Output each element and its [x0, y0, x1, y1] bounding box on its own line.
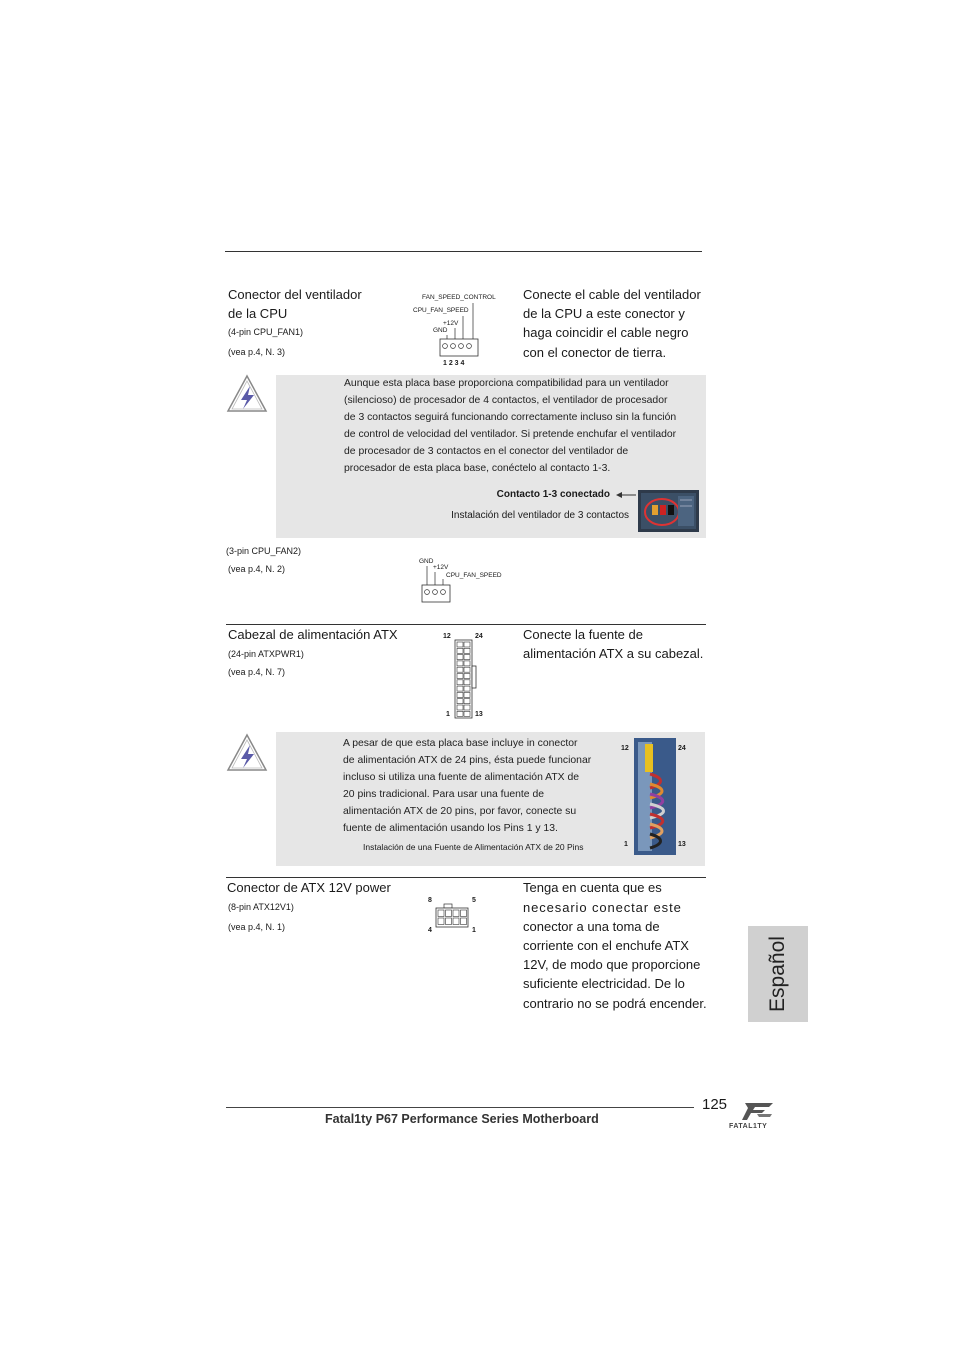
cpu-fan1-title-line2: de la CPU: [228, 306, 288, 321]
pin-13-label: 13: [475, 711, 483, 718]
note1-line: de procesador de 3 contactos en el conector del ventilador de: [344, 446, 629, 457]
note-fan-compatibility: [276, 375, 706, 538]
fan-install-photo: [638, 490, 699, 532]
pin-1-label: 1: [446, 711, 450, 718]
photo-pin-12-label: 12: [621, 745, 629, 752]
note2-text: [343, 735, 623, 837]
note1-text: [344, 375, 706, 477]
cpu-fan2-diagram: [415, 556, 515, 606]
atx20-install-caption: Instalación de una Fuente de Alimentación ATX de 20 Pins: [363, 842, 584, 852]
footer-rule: [226, 1107, 694, 1108]
note1-line: (silencioso) de procesador de 4 contactos, el ventilador de procesador: [344, 395, 668, 406]
cpu-fan1-desc-1: Conecte el cable del ventilador: [523, 287, 701, 302]
pin-8-label: 8: [428, 897, 432, 904]
note2-line: fuente de alimentación usando los Pins 1 y 13.: [343, 823, 558, 834]
pin-1-label: 1: [472, 927, 476, 934]
cpu-fan1-title-line1: Conector del ventilador: [228, 287, 362, 302]
atx-power-pin-label: (24-pin ATXPWR1): [228, 649, 304, 659]
fatal1ty-logo: [729, 1100, 781, 1136]
language-tab-label: Español: [766, 936, 789, 1012]
fan-install-caption: Instalación del ventilador de 3 contactos: [451, 510, 629, 521]
footer-product-name: Fatal1ty P67 Performance Series Motherboard: [325, 1112, 599, 1126]
language-side-tab: [748, 926, 808, 1022]
atx12v-desc-4: corriente con el enchufe ATX: [523, 938, 689, 953]
atx12v-desc-7: contrario no se podrá encender.: [523, 996, 707, 1011]
cpu-fan1-pin-label: (4-pin CPU_FAN1): [228, 327, 304, 337]
cpu-fan-speed-label: CPU_FAN_SPEED: [413, 307, 469, 314]
pin-24-label: 24: [475, 633, 483, 640]
page-number: 125: [702, 1096, 728, 1113]
atx12v-ref: (vea p.4, N. 1): [228, 922, 286, 932]
atx12v-diagram: [424, 894, 484, 938]
fan-speed-control-label: FAN_SPEED_CONTROL: [422, 294, 496, 301]
atx-power-ref: (vea p.4, N. 7): [228, 667, 286, 677]
atx-power-desc-2: alimentación ATX a su cabezal.: [523, 646, 704, 661]
cpu-fan1-diagram: [410, 290, 510, 370]
cpu-fan1-desc-3: haga coincidir el cable negro: [523, 325, 689, 340]
photo-pin-13-label: 13: [678, 841, 686, 848]
pin-12-label: 12: [443, 633, 451, 640]
note1-line: de control de velocidad del ventilador. Si pretende enchufar el ventilador: [344, 429, 677, 440]
cpu-fan1-connector: [410, 290, 510, 370]
atx12v-desc-5: 12V, de modo que proporcione: [523, 957, 701, 972]
note1-line: Aunque esta placa base proporciona compatibilidad para un ventilador: [344, 378, 669, 389]
pin-numbers: 1 2 3 4: [443, 360, 465, 367]
note2-line: incluso si utiliza una fuente de alimentación ATX de: [343, 772, 580, 783]
pin-5-label: 5: [472, 897, 476, 904]
note2-line: de alimentación ATX de 24 pins, ésta puede funcionar: [343, 755, 592, 766]
warning-icon: [226, 373, 268, 413]
cpu-fan-speed-label: CPU_FAN_SPEED: [446, 572, 502, 579]
atx-power-title: Cabezal de alimentación ATX: [228, 627, 398, 642]
cpu-fan2-pin-label: (3-pin CPU_FAN2): [226, 546, 302, 556]
note-20pin-compatibility: [276, 732, 705, 866]
top-rule: [225, 251, 702, 252]
pin-4-label: 4: [428, 927, 432, 934]
cpu-fan1-desc-2: de la CPU a este conector y: [523, 306, 685, 321]
cpu-fan1-ref: (vea p.4, N. 3): [228, 347, 286, 357]
cpu-fan1-desc-4: con el conector de tierra.: [523, 345, 667, 360]
atx12v-desc-2: necesario conectar este: [523, 900, 682, 915]
atx20-install-photo: [634, 738, 676, 855]
atx24-diagram: [440, 630, 500, 722]
plus-12v-label: +12V: [433, 564, 449, 571]
atx12v-desc-6: suficiente electricidad. De lo: [523, 976, 685, 991]
cpu-fan2-ref: (vea p.4, N. 2): [228, 564, 286, 574]
atx12v-desc-1: Tenga en cuenta que es: [523, 880, 662, 895]
fatal1ty-logo-text: FATAL1TY: [729, 1123, 768, 1130]
note2-line: A pesar de que esta placa base incluye in conector: [343, 738, 578, 749]
cpu-fan2-connector: [415, 556, 475, 606]
contact-1-3-label: Contacto 1-3 conectado: [496, 489, 610, 500]
gnd-label: GND: [419, 558, 434, 565]
arrow-left-icon: [615, 490, 637, 500]
gnd-label: GND: [433, 327, 448, 334]
atx24-connector: [440, 630, 500, 722]
photo-pin-24-label: 24: [678, 745, 686, 752]
atx-power-desc-1: Conecte la fuente de: [523, 627, 643, 642]
warning-icon: [226, 732, 268, 772]
note1-line: procesador de esta placa base, conéctelo al contacto 1-3.: [344, 463, 611, 474]
note2-line: 20 pins tradicional. Para usar una fuente de: [343, 789, 545, 800]
photo-pin-1-label: 1: [624, 841, 628, 848]
atx12v-pin-label: (8-pin ATX12V1): [228, 902, 294, 912]
plus-12v-label: +12V: [443, 320, 459, 327]
atx12v-title: Conector de ATX 12V power: [227, 880, 391, 895]
note2-line: alimentación ATX de 20 pins, por favor, conecte su: [343, 806, 577, 817]
note1-line: de 3 contactos seguirá funcionando correctamente incluso sin la función: [344, 412, 677, 423]
fatal1ty-logo-mark: [739, 1100, 777, 1122]
atx12v-desc-3: conector a una toma de: [523, 919, 660, 934]
